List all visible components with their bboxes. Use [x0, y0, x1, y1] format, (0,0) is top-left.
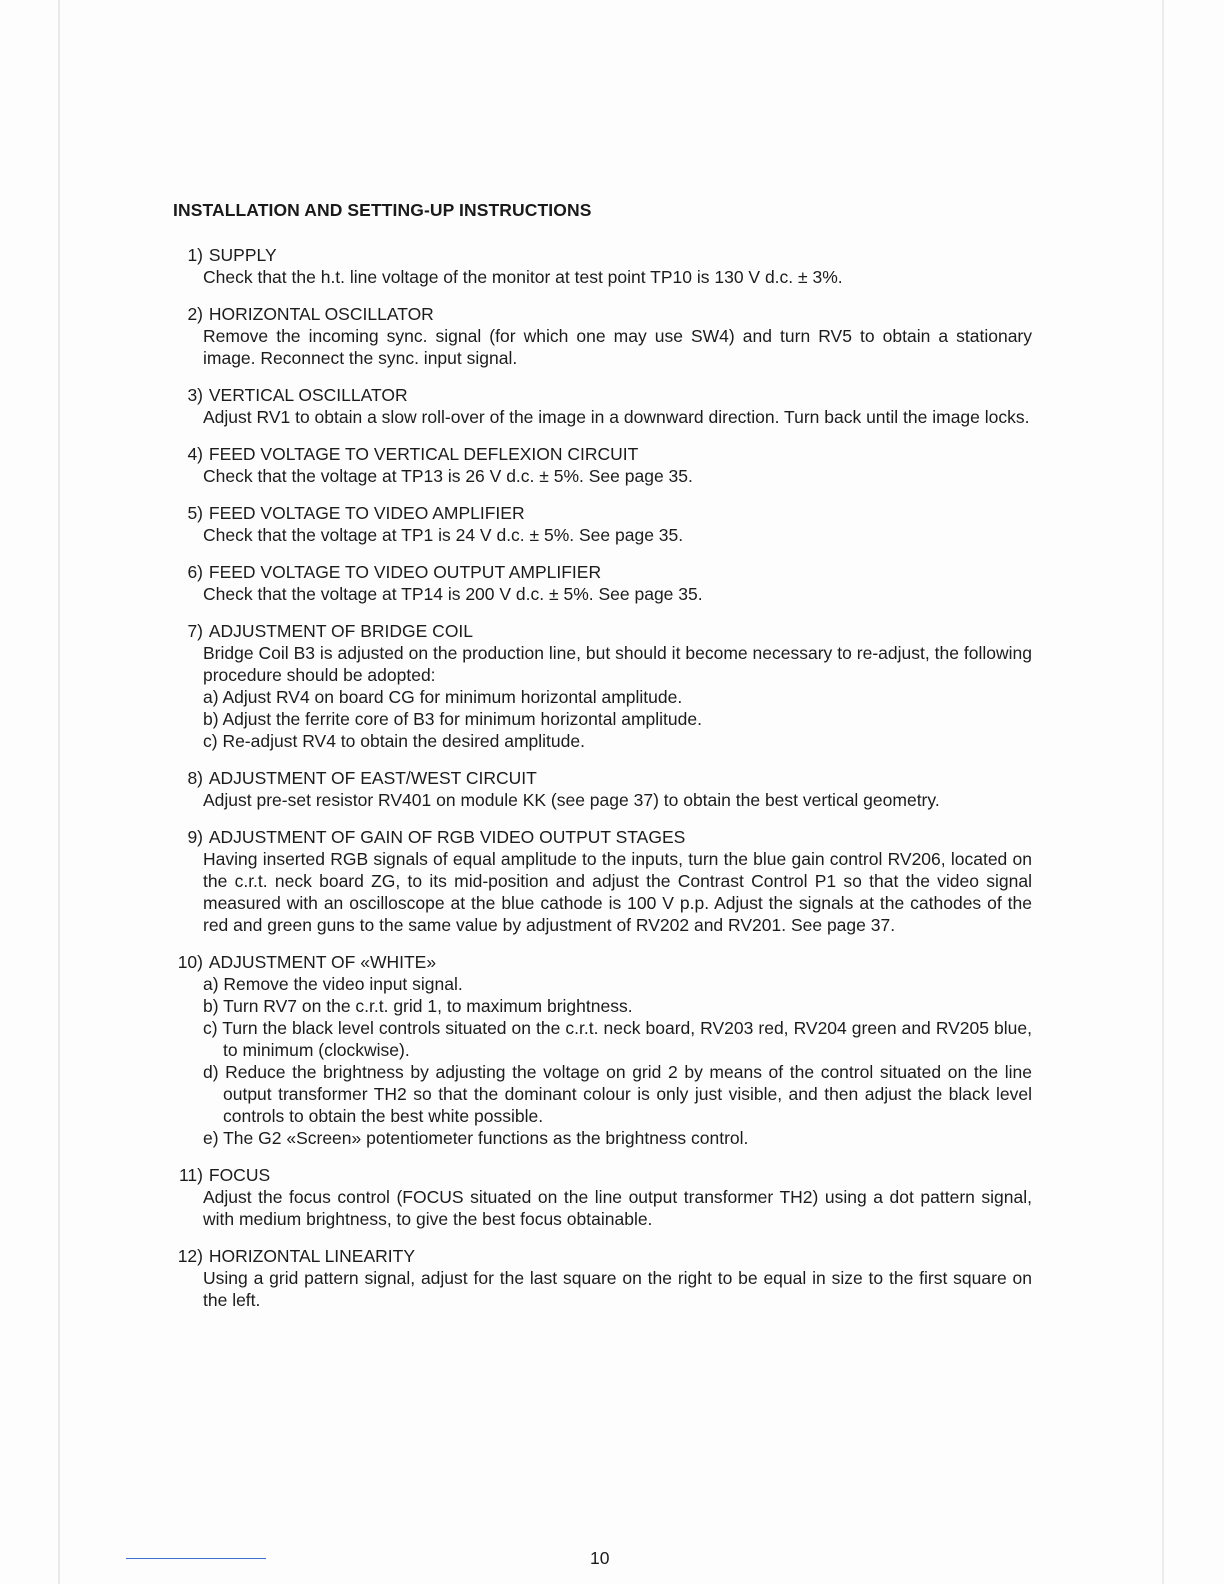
item-title: ADJUSTMENT OF BRIDGE COIL: [208, 621, 474, 641]
item-number: 3): [187, 385, 203, 405]
item-number: 8): [187, 768, 203, 788]
instruction-item-10: [172, 951, 1032, 1149]
item-body: Using a grid pattern signal, adjust for the last square on the right to be equal in size to the first square on the left.: [203, 1268, 1032, 1310]
item-body: Adjust pre-set resistor RV401 on module KK (see page 37) to obtain the best vertical geometry.: [203, 790, 940, 810]
sub-step-a: a) Remove the video input signal.: [203, 974, 463, 994]
item-title: ADJUSTMENT OF GAIN OF RGB VIDEO OUTPUT STAGES: [208, 827, 686, 847]
item-title: VERTICAL OSCILLATOR: [208, 385, 408, 405]
item-number: 10): [177, 952, 203, 972]
item-title: ADJUSTMENT OF «WHITE»: [208, 952, 437, 972]
scan-edge-left: [58, 0, 60, 1584]
item-number: 12): [177, 1246, 203, 1266]
page-number: 10: [590, 1548, 610, 1568]
item-title: ADJUSTMENT OF EAST/WEST CIRCUIT: [208, 768, 537, 788]
item-title: FOCUS: [208, 1165, 271, 1185]
footer-rule: [126, 1558, 266, 1559]
instruction-item-1: [172, 244, 1032, 288]
instruction-item-12: [172, 1245, 1032, 1311]
item-title: SUPPLY: [208, 245, 277, 265]
sub-step-b: b) Turn RV7 on the c.r.t. grid 1, to maximum brightness.: [203, 996, 633, 1016]
instruction-item-2: [172, 303, 1032, 369]
instruction-item-7: [172, 620, 1032, 752]
item-body: Check that the voltage at TP14 is 200 V d.c. ± 5%. See page 35.: [203, 584, 703, 604]
instruction-item-4: [172, 443, 1032, 487]
item-body: Bridge Coil B3 is adjusted on the production line, but should it become necessary to re-adjust, the following procedure should be adopted:: [203, 643, 1032, 685]
sub-step-c: c) Re-adjust RV4 to obtain the desired amplitude.: [203, 731, 585, 751]
instruction-item-5: [172, 502, 1032, 546]
item-body: Check that the voltage at TP13 is 26 V d.c. ± 5%. See page 35.: [203, 466, 693, 486]
item-title: FEED VOLTAGE TO VIDEO AMPLIFIER: [208, 503, 525, 523]
sub-step-a: a) Adjust RV4 on board CG for minimum horizontal amplitude.: [203, 687, 683, 707]
page-heading: INSTALLATION AND SETTING-UP INSTRUCTIONS: [173, 200, 592, 220]
item-number: 1): [187, 245, 203, 265]
item-title: HORIZONTAL OSCILLATOR: [208, 304, 434, 324]
item-number: 9): [187, 827, 203, 847]
item-body: Adjust RV1 to obtain a slow roll-over of the image in a downward direction. Turn back until the image locks.: [203, 407, 1030, 427]
item-body: Adjust the focus control (FOCUS situated on the line output transformer TH2) using a dot pattern signal, with medium brightness, to give the best focus obtainable.: [203, 1187, 1032, 1229]
item-number: 2): [187, 304, 203, 324]
item-number: 7): [187, 621, 203, 641]
item-body: Having inserted RGB signals of equal amplitude to the inputs, turn the blue gain control RV206, located on the c.r.t. neck board ZG, to its mid-position and adjust the Contrast Control P1 so that the video signal measured with an oscilloscope at the blue cathode is 100 V p.p. Adjust the signals at the cathodes of the red and green guns to the same value by adjustment of RV202 and RV201. See page 37.: [203, 849, 1032, 935]
sub-step-c: c) Turn the black level controls situated on the c.r.t. neck board, RV203 red, RV204 green and RV205 blue, to minimum (clockwise).: [203, 1018, 1032, 1060]
scan-edge-right: [1162, 0, 1164, 1584]
item-title: FEED VOLTAGE TO VERTICAL DEFLEXION CIRCUIT: [208, 444, 639, 464]
sub-step-d: d) Reduce the brightness by adjusting the voltage on grid 2 by means of the control situated on the line output transformer TH2 so that the dominant colour is only just visible, and then adjust the black level controls to obtain the best white possible.: [203, 1062, 1032, 1126]
instruction-item-11: [172, 1164, 1032, 1230]
item-number: 4): [187, 444, 203, 464]
sub-step-b: b) Adjust the ferrite core of B3 for minimum horizontal amplitude.: [203, 709, 702, 729]
item-body: Remove the incoming sync. signal (for which one may use SW4) and turn RV5 to obtain a stationary image. Reconnect the sync. input signal.: [203, 326, 1032, 368]
instruction-item-3: [172, 384, 1032, 428]
item-body: Check that the h.t. line voltage of the monitor at test point TP10 is 130 V d.c. ± 3%.: [203, 267, 843, 287]
item-title: FEED VOLTAGE TO VIDEO OUTPUT AMPLIFIER: [208, 562, 602, 582]
instruction-list: [172, 244, 1032, 1326]
instruction-item-9: [172, 826, 1032, 936]
instruction-item-6: [172, 561, 1032, 605]
item-title: HORIZONTAL LINEARITY: [208, 1246, 416, 1266]
instruction-item-8: [172, 767, 1032, 811]
item-number: 6): [187, 562, 203, 582]
item-body: Check that the voltage at TP1 is 24 V d.c. ± 5%. See page 35.: [203, 525, 684, 545]
item-number: 5): [187, 503, 203, 523]
sub-step-e: e) The G2 «Screen» potentiometer functions as the brightness control.: [203, 1128, 749, 1148]
item-number: 11): [179, 1165, 203, 1185]
